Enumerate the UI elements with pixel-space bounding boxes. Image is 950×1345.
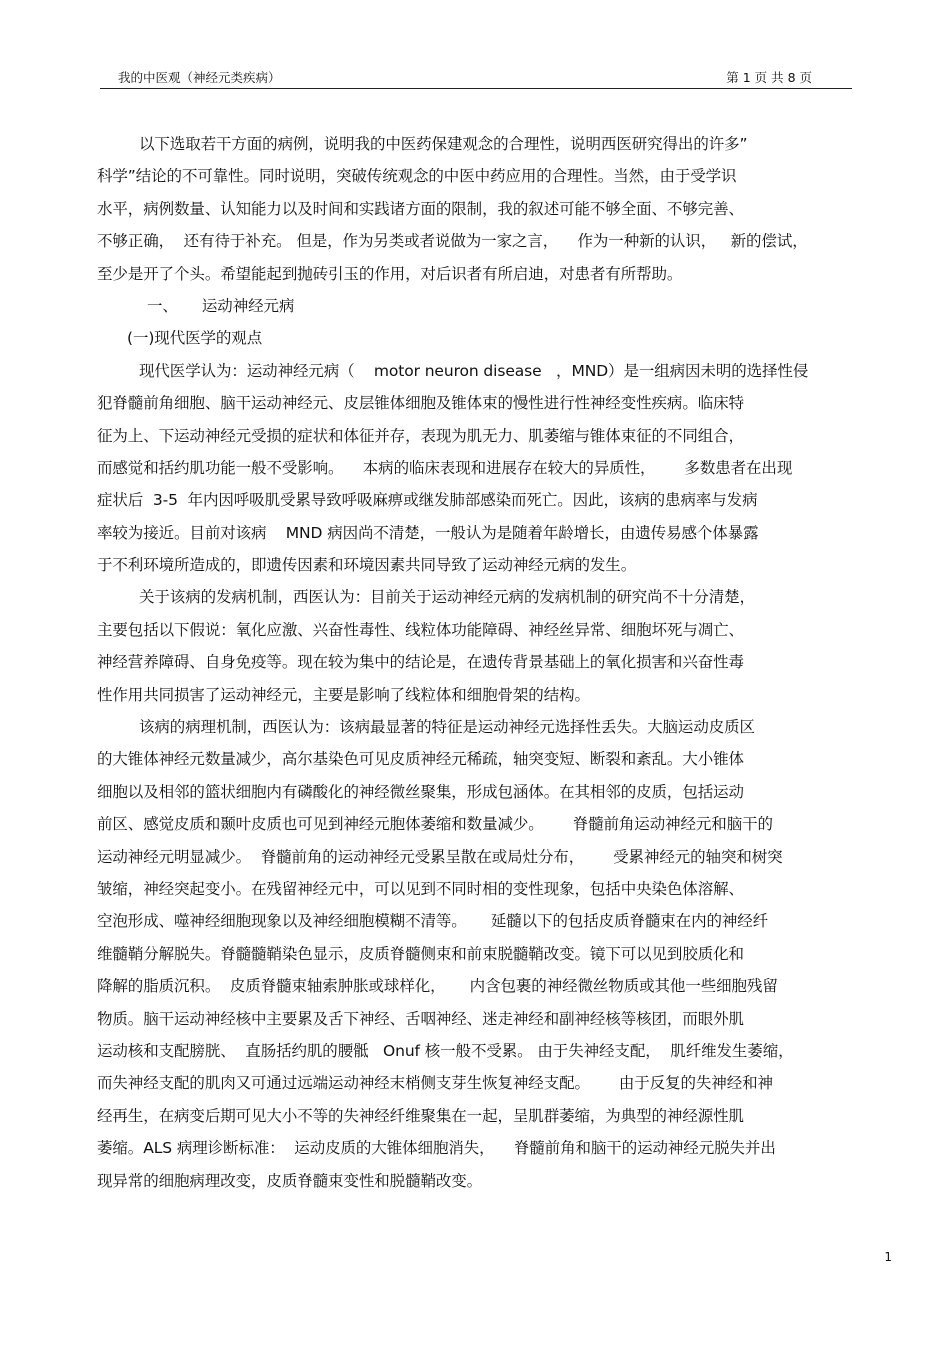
text-line: 现异常的细胞病理改变，皮质脊髓束变性和脱髓鞘改变。 [97,1171,483,1190]
text-line: 而失神经支配的肌肉又可通过远端运动神经末梢侧支芽生恢复神经支配。 由于反复的失神经和神 [97,1074,773,1093]
text-line: 运动核和支配膀胱、 直肠括约肌的腰骶 Onuf 核一般不受累。 由于失神经支配， 肌纤维发生萎缩， [97,1041,794,1060]
text-line: 前区、感觉皮质和颞叶皮质也可见到神经元胞体萎缩和数量减少。 脊髓前角运动神经元和脑干的 [97,815,773,834]
text-line: (一)现代医学的观点 [127,329,263,348]
text-line: 主要包括以下假说：氧化应激、兴奋性毒性、线粒体功能障碍、神经丝异常、细胞坏死与凋亡、 [97,620,744,639]
header-document-title: 我的中医观（神经元类疾病） [118,70,281,85]
document-body [97,128,897,1197]
text-line: 萎缩。ALS 病理诊断标准： 运动皮质的大锥体细胞消失， 脊髓前角和脑干的运动神经元脱失并出 [97,1139,776,1158]
page-header [100,70,852,89]
text-line: 犯脊髓前角细胞、脑干运动神经元、皮层锥体细胞及锥体束的慢性进行性神经变性疾病。临床特 [97,394,744,413]
text-line: 的大锥体神经元数量减少，高尔基染色可见皮质神经元稀疏，轴突变短、断裂和紊乱。大小锥体 [97,750,744,769]
header-page-indicator: 第 1 页 共 8 页 [726,70,812,85]
text-line: 科学”结论的不可靠性。同时说明，突破传统观念的中医中药应用的合理性。当然，由于受学识 [97,167,737,186]
text-line: 不够正确， 还有待于补充。 但是，作为另类或者说做为一家之言， 作为一种新的认识， 新的偿试， [97,232,808,251]
text-line: 至少是开了个头。希望能起到抛砖引玉的作用，对后识者有所启迪，对患者有所帮助。 [97,264,683,283]
text-line: 以下选取若干方面的病例，说明我的中医药保建观念的合理性，说明西医研究得出的许多” [139,135,748,153]
text-line: 症状后 3-5 年内因呼吸肌受累导致呼吸麻痹或继发肺部感染而死亡。因此，该病的患病率与发病 [97,491,758,510]
footer-page-number: 1 [884,1250,892,1264]
text-line: 空泡形成、噬神经细胞现象以及神经细胞模糊不清等。 延髓以下的包括皮质脊髓束在内的神经纤 [97,912,769,931]
text-line: 运动神经元明显减少。 脊髓前角的运动神经元受累呈散在或局灶分布， 受累神经元的轴突和树突 [97,847,783,866]
text-line: 皱缩，神经突起变小。在残留神经元中，可以见到不同时相的变性现象，包括中央染色体溶解、 [97,879,744,898]
text-line: 维髓鞘分解脱失。脊髓髓鞘染色显示，皮质脊髓侧束和前束脱髓鞘改变。镜下可以见到胶质化和 [97,944,744,963]
text-line: 降解的脂质沉积。 皮质脊髓束轴索肿胀或球样化， 内含包裹的神经微丝物质或其他一些细胞残留 [97,977,778,996]
text-line: 神经营养障碍、自身免疫等。现在较为集中的结论是，在遗传背景基础上的氧化损害和兴奋性毒 [97,653,744,672]
text-line: 而感觉和括约肌功能一般不受影响。 本病的临床表现和进展存在较大的异质性， 多数患者在出现 [97,458,793,477]
text-line: 经再生，在病变后期可见大小不等的失神经纤维聚集在一起，呈肌群萎缩，为典型的神经源性肌 [97,1106,744,1125]
text-line: 该病的病理机制，西医认为：该病最显著的特征是运动神经元选择性丢失。大脑运动皮质区 [139,718,755,737]
text-line: 率较为接近。目前对该病 MND 病因尚不清楚，一般认为是随着年龄增长，由遗传易感个体暴露 [97,523,759,542]
text-line: 水平，病例数量、认知能力以及时间和实践诸方面的限制，我的叙述可能不够全面、不够完善、 [97,199,744,218]
text-line: 于不利环境所造成的，即遗传因素和环境因素共同导致了运动神经元病的发生。 [97,556,637,575]
text-line: 细胞以及相邻的篮状细胞内有磷酸化的神经微丝聚集，形成包涵体。在其相邻的皮质，包括运动 [97,782,744,801]
text-line: 性作用共同损害了运动神经元，主要是影响了线粒体和细胞骨架的结构。 [97,685,590,704]
text-line: 现代医学认为：运动神经元病（ motor neuron disease ，MND）是一组病因未明的选择性侵 [139,361,809,380]
text-line: 关于该病的发病机制，西医认为：目前关于运动神经元病的发病机制的研究尚不十分清楚， [139,588,755,607]
text-line: 物质。脑干运动神经核中主要累及舌下神经、舌咽神经、迷走神经和副神经核等核团，而眼外肌 [97,1009,744,1028]
text-line: 征为上、下运动神经元受损的症状和体征并存，表现为肌无力、肌萎缩与锥体束征的不同组合， [97,426,744,445]
text-line: 一、 运动神经元病 [147,296,295,315]
